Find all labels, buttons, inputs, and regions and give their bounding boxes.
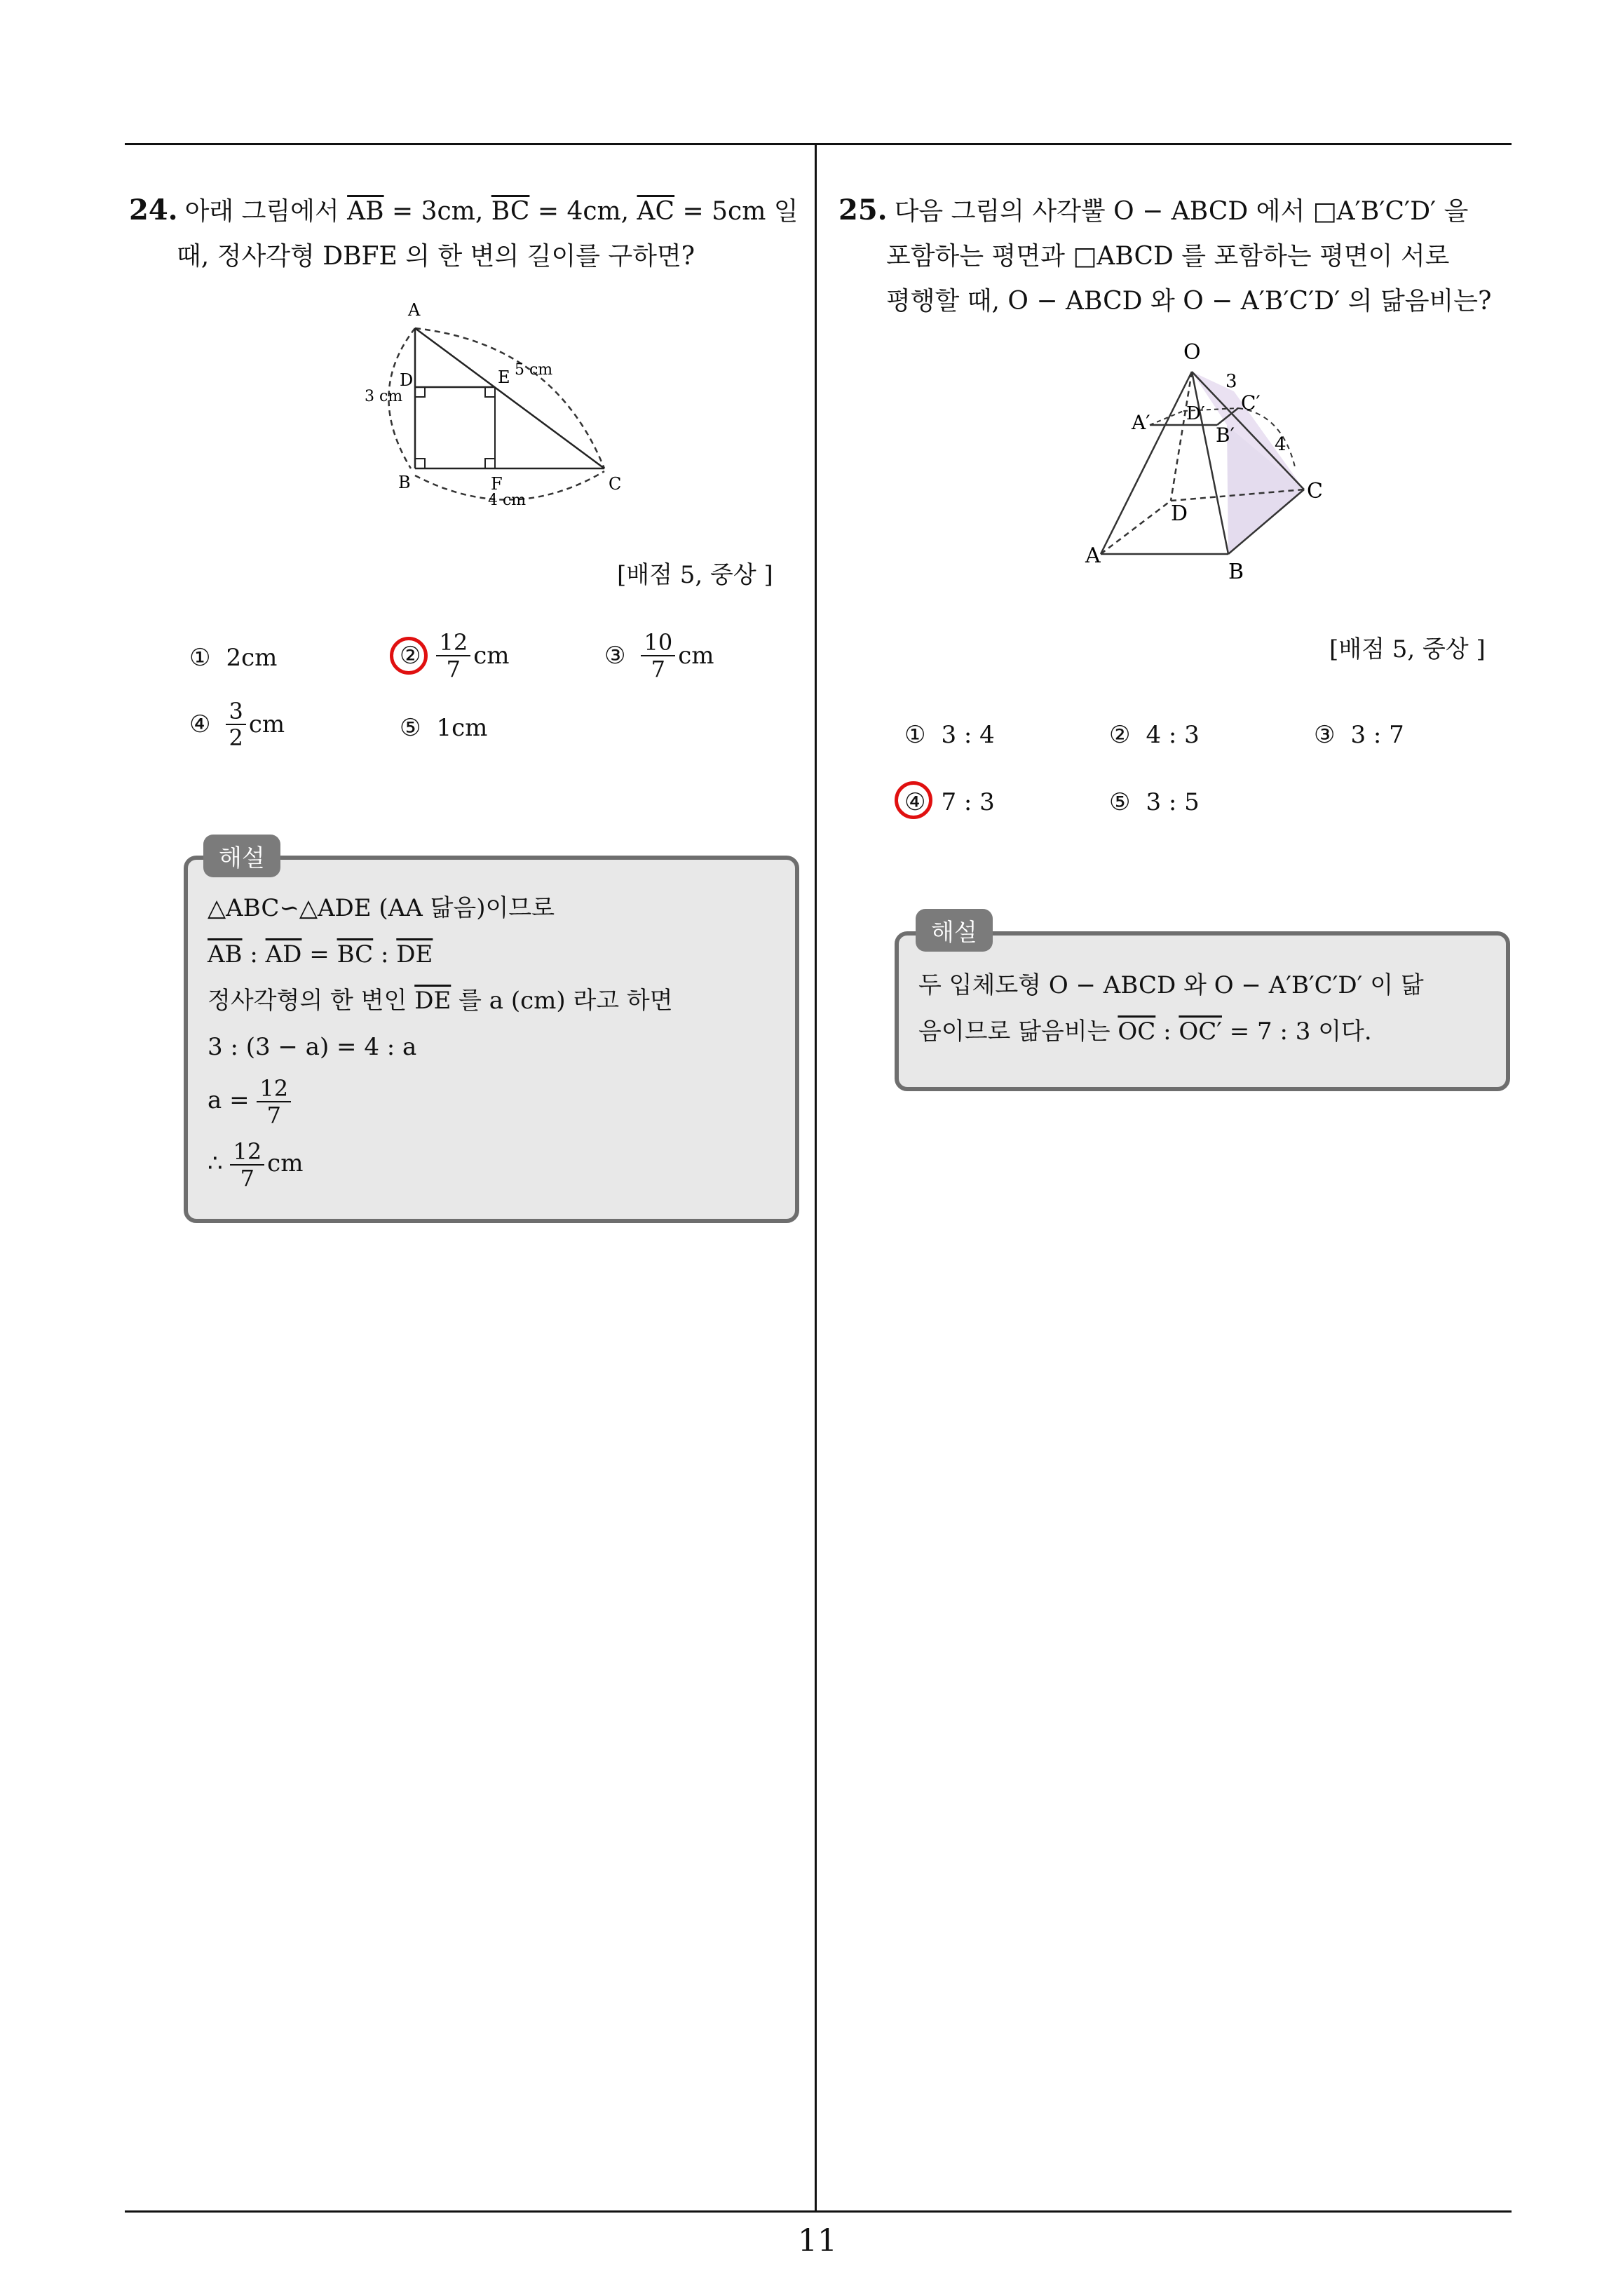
answer-mark xyxy=(390,637,428,675)
svg-text:3: 3 xyxy=(1225,371,1237,392)
question-number: 25. xyxy=(838,194,888,227)
svg-text:3 cm: 3 cm xyxy=(365,388,403,405)
svg-text:B′: B′ xyxy=(1216,424,1235,447)
svg-text:4 cm: 4 cm xyxy=(488,492,527,509)
choice-5[interactable]: ⑤ 3 : 5 xyxy=(1109,788,1200,816)
question-25-text: 25. 다음 그림의 사각뿔 O − ABCD 에서 □A′B′C′D′ 을 포함하는 평면과 □ABCD 를 포함하는 평면이 서로 평행할 때, O − ABCD 와 O − A′B′C′D′ 의 닮음비는? xyxy=(838,194,1492,316)
choice-2[interactable]: ② $\frac{12}{7}$ cm xyxy=(400,629,510,682)
choice-3[interactable]: ③ 3 : 7 xyxy=(1314,721,1404,749)
svg-text:4: 4 xyxy=(1275,434,1286,455)
solution-tag: 해설 xyxy=(916,909,993,952)
svg-text:5 cm: 5 cm xyxy=(515,361,553,379)
svg-text:E: E xyxy=(498,367,510,387)
svg-text:B: B xyxy=(1228,560,1244,584)
svg-text:C: C xyxy=(609,474,622,494)
choice-1[interactable]: ① 2cm xyxy=(189,644,278,672)
page-number: 11 xyxy=(798,2223,837,2259)
score-label: [배점 5, 중상 ] xyxy=(1329,635,1486,663)
triangle-figure xyxy=(351,295,645,512)
svg-text:D′: D′ xyxy=(1186,403,1205,424)
svg-text:A′: A′ xyxy=(1132,411,1150,434)
column-divider xyxy=(815,143,817,2212)
choice-4[interactable]: ④ $\frac{3}{2}$ cm xyxy=(189,698,285,751)
score-label: [배점 5, 중상 ] xyxy=(617,561,773,589)
svg-text:A: A xyxy=(408,300,421,320)
choice-4[interactable]: ④ 7 : 3 xyxy=(904,788,995,816)
answer-mark xyxy=(895,781,932,819)
svg-text:C′: C′ xyxy=(1241,391,1261,414)
choice-1[interactable]: ① 3 : 4 xyxy=(904,721,995,749)
bottom-rule xyxy=(125,2210,1512,2213)
choice-5[interactable]: ⑤ 1cm xyxy=(400,714,488,742)
svg-text:O: O xyxy=(1183,340,1201,365)
solution-text: 두 입체도형 O − ABCD 와 O − A′B′C′D′ 이 닮 음이므로 닮음비는 $\overline{OC}$ : OC′ = 7 : 3 이다. xyxy=(918,971,1424,1046)
choice-2[interactable]: ② 4 : 3 xyxy=(1109,721,1200,749)
question-number: 24. xyxy=(129,194,178,227)
pyramid-figure xyxy=(1073,337,1367,589)
question-24-text xyxy=(129,188,802,279)
svg-text:B: B xyxy=(398,473,411,492)
svg-text:F: F xyxy=(491,474,503,494)
question-24-line1: 24. 아래 그림에서 $\overline{AB} = 3cm$, $\overline{BC} = 4cm$, $\overline{AC} = 5cm$ 일 xyxy=(129,194,799,227)
svg-text:D: D xyxy=(400,370,414,390)
svg-text:D: D xyxy=(1171,501,1188,526)
svg-text:A: A xyxy=(1085,543,1101,568)
question-24-line2: 때, 정사각형 DBFE 의 한 변의 길이를 구하면? xyxy=(177,242,695,271)
solution-tag: 해설 xyxy=(203,835,280,877)
svg-text:C: C xyxy=(1307,479,1323,504)
choice-3[interactable]: ③ $\frac{10}{7}$ cm xyxy=(604,629,714,682)
top-rule xyxy=(125,143,1512,145)
solution-text: △ABC∽△ADE (AA 닮음)이므로 $\overline{AB}$ : $\overline{AD} = \overline{BC}$ : $\overline{DE}$ 정사각형의 한 변인 $\overline{DE}$ 를 a (cm) 라고 하면 3 : (3 − a) = 4 : a a = $\frac{12}{7}$ ∴ $\frac{12}{7}$ cm xyxy=(208,894,673,1191)
